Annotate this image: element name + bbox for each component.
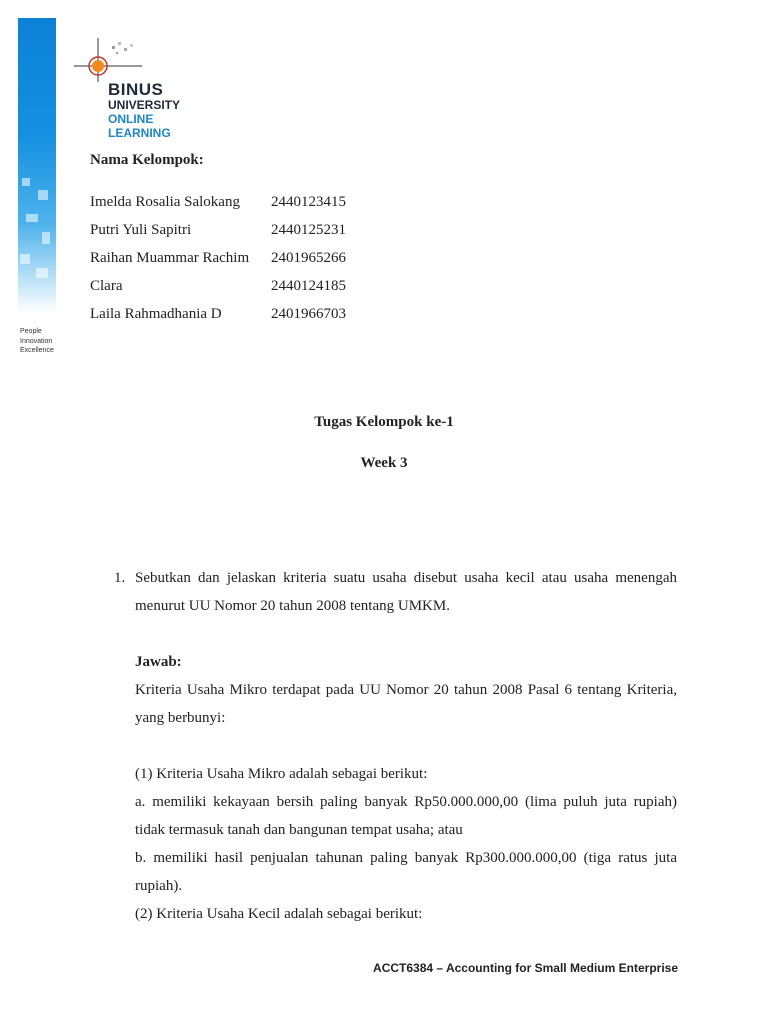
member-id: 2401965266 — [271, 250, 346, 266]
member-id: 2401966703 — [271, 306, 346, 322]
criteria-point-1a: a. memiliki kekayaan bersih paling banyak Rp50.000.000,00 (lima puluh juta rupiah) tidak termasuk tanah dan bangunan tempat usaha; atau — [135, 794, 677, 838]
logo-text-university: UNIVERSITY — [108, 98, 181, 112]
answer-section — [135, 648, 677, 928]
logo-text-binus: BINUS — [108, 80, 164, 99]
tagline-line: Innovation — [20, 337, 53, 345]
question-text: Sebutkan dan jelaskan kriteria suatu usaha disebut usaha kecil atau usaha menengah menurut UU Nomor 20 tahun 2008 tentang UMKM. — [135, 570, 677, 614]
member-id: 2440123415 — [271, 194, 346, 210]
member-name: Laila Rahmadhania D — [90, 306, 222, 322]
tagline-line: People — [20, 328, 42, 335]
answer-intro: Kriteria Usaha Mikro terdapat pada UU Nomor 20 tahun 2008 Pasal 6 tentang Kriteria, yang berbunyi: — [135, 682, 677, 726]
member-name: Raihan Muammar Rachim — [90, 250, 250, 266]
member-id: 2440124185 — [271, 278, 346, 294]
course-footer: ACCT6384 – Accounting for Small Medium Enterprise — [373, 961, 678, 975]
member-row — [90, 305, 346, 333]
member-id: 2440125231 — [271, 222, 346, 238]
side-decoration-bar — [18, 18, 56, 313]
member-name: Clara — [90, 278, 123, 294]
member-list — [90, 193, 346, 333]
logo-text-learning: LEARNING — [108, 126, 171, 140]
member-name: Imelda Rosalia Salokang — [90, 194, 240, 210]
member-name: Putri Yuli Sapitri — [90, 222, 192, 238]
logo-text-online: ONLINE — [108, 112, 154, 126]
group-title: Nama Kelompok: — [90, 152, 204, 168]
tagline-line: Excellence — [20, 347, 54, 354]
binus-logo — [72, 36, 192, 144]
criteria-point-1: (1) Kriteria Usaha Mikro adalah sebagai berikut: — [135, 766, 428, 782]
criteria-point-1b: b. memiliki hasil penjualan tahunan paling banyak Rp300.000.000,00 (tiga ratus juta rupiah). — [135, 850, 677, 894]
task-title: Tugas Kelompok ke-1 — [314, 414, 454, 430]
member-row — [90, 249, 346, 277]
tagline — [20, 327, 54, 356]
logo-mark-icon — [72, 36, 152, 84]
member-row — [90, 193, 346, 221]
answer-label: Jawab: — [135, 654, 182, 670]
question-number: 1. — [114, 570, 126, 586]
week-label: Week 3 — [360, 455, 408, 471]
member-row — [90, 221, 346, 249]
member-row — [90, 277, 346, 305]
criteria-point-2: (2) Kriteria Usaha Kecil adalah sebagai berikut: — [135, 906, 423, 922]
question-item — [114, 564, 677, 620]
